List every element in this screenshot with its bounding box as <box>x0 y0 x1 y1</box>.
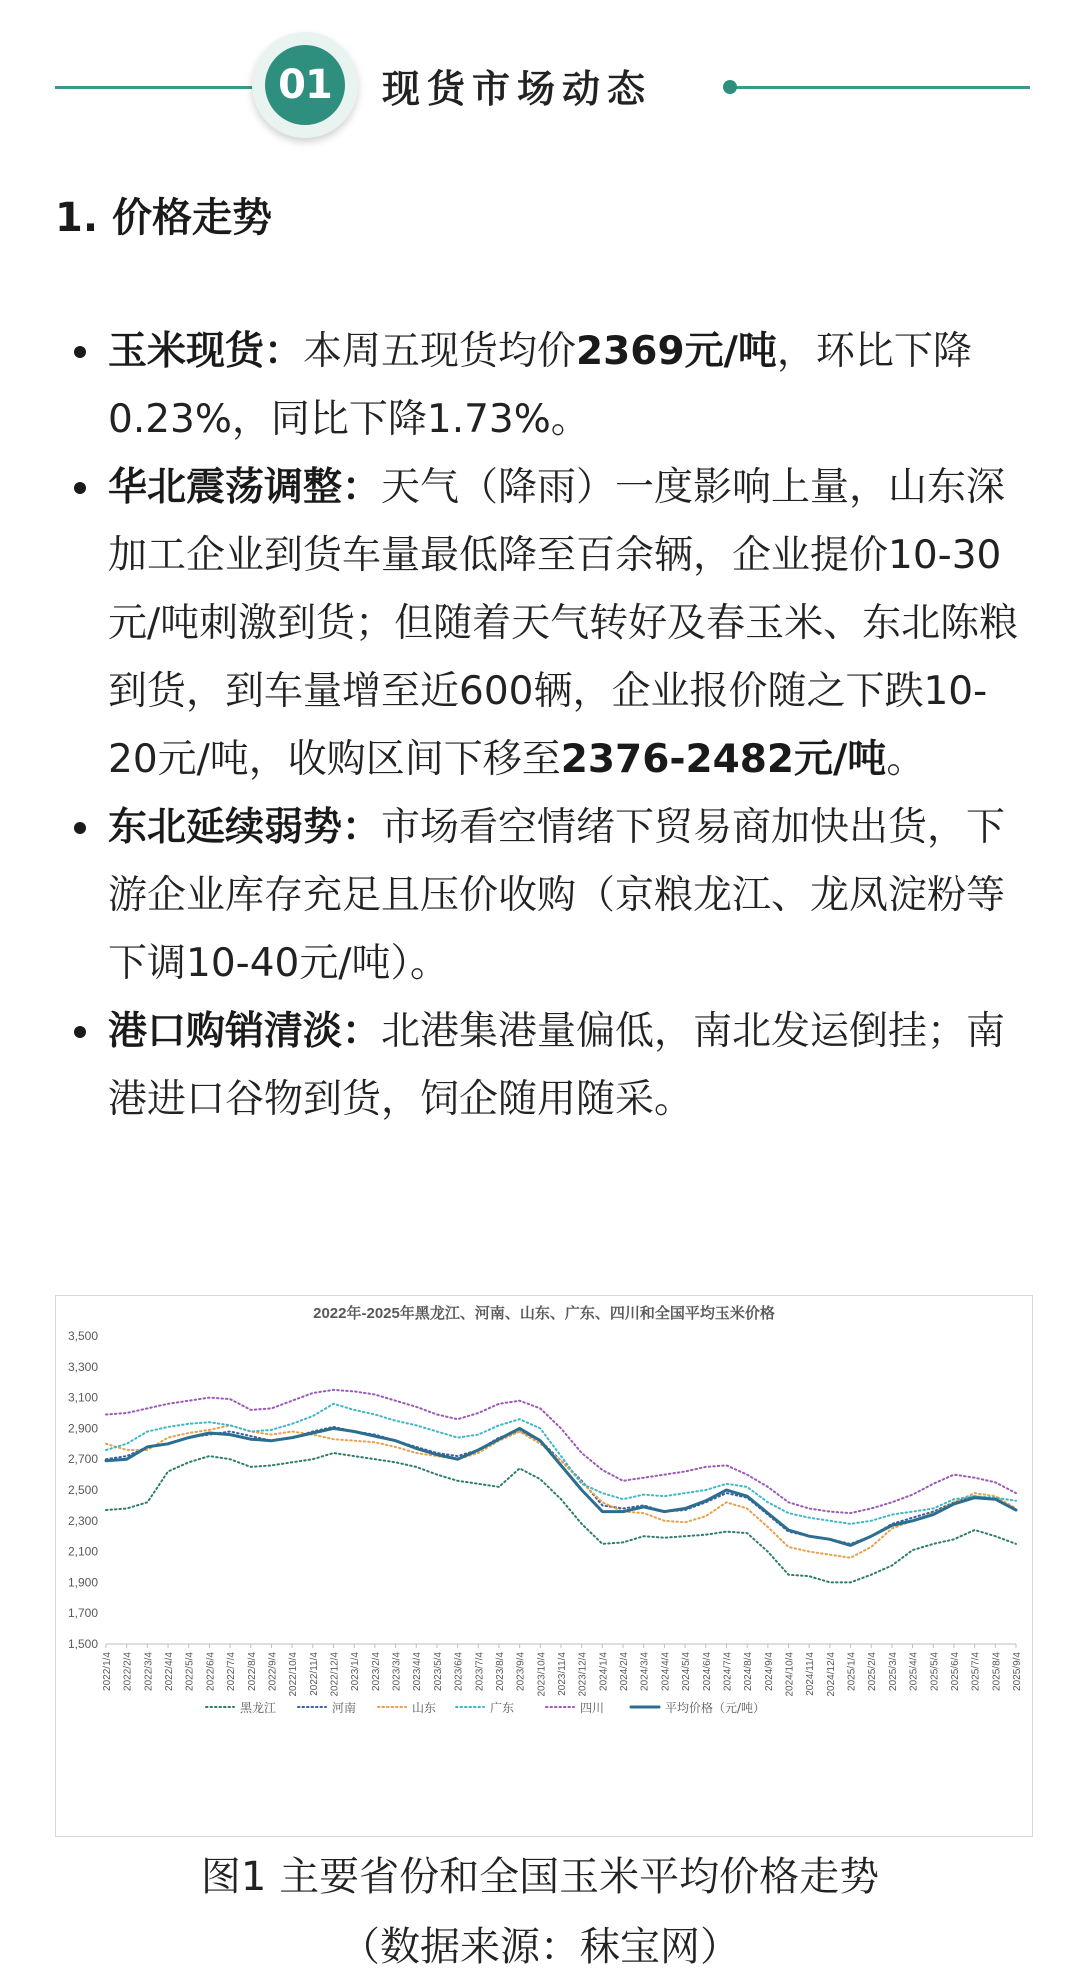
x-tick-label: 2022/5/4 <box>184 1652 196 1691</box>
x-tick-label: 2024/7/4 <box>722 1652 734 1691</box>
series-line-1 <box>106 1427 1016 1544</box>
header-divider-right <box>735 86 1030 89</box>
x-tick-label: 2025/9/4 <box>1012 1652 1023 1691</box>
x-tick-label: 2025/3/4 <box>887 1652 899 1691</box>
y-tick-label: 1,700 <box>67 1606 98 1621</box>
bullet-dot <box>74 822 86 834</box>
chart-title: 2022年-2025年黑龙江、河南、山东、广东、四川和全国平均玉米价格 <box>313 1305 775 1322</box>
x-tick-label: 2025/1/4 <box>846 1652 858 1691</box>
bullet-text: 市场看空情绪下贸易商加快出货，下游企业库存充足且压价收购（京粮龙江、龙凤淀粉等下调10-40元/吨）。 <box>108 805 1006 986</box>
y-tick-label: 2,900 <box>67 1421 98 1436</box>
y-tick-label: 3,100 <box>67 1390 98 1405</box>
y-tick-label: 3,300 <box>67 1359 98 1374</box>
price-chart-svg <box>56 1296 1032 1836</box>
bullet-label: 玉米现货： <box>108 329 304 374</box>
section-title: 现货市场动态 <box>382 67 653 111</box>
x-tick-label: 2024/9/4 <box>763 1652 775 1691</box>
bullet-label: 东北延续弱势： <box>108 805 382 850</box>
x-tick-label: 2022/8/4 <box>246 1652 258 1691</box>
x-tick-label: 2022/3/4 <box>143 1652 155 1691</box>
bullet-text: ，环比下降0.23%，同比下降1.73%。 <box>108 329 972 442</box>
x-tick-label: 2024/3/4 <box>639 1652 651 1691</box>
x-tick-label: 2024/10/4 <box>784 1652 796 1697</box>
x-tick-label: 2022/10/4 <box>288 1652 300 1697</box>
legend-label: 黑龙江 <box>240 1701 277 1715</box>
price-chart <box>55 1295 1033 1837</box>
x-tick-label: 2024/1/4 <box>598 1652 610 1691</box>
x-tick-label: 2023/8/4 <box>494 1652 506 1691</box>
x-tick-label: 2023/12/4 <box>577 1652 589 1697</box>
bullet-dot <box>74 482 86 494</box>
bullet-text: 本周五现货均价 <box>303 329 577 374</box>
bullet-highlight: 2376-2482元/吨 <box>560 737 887 782</box>
y-tick-label: 2,500 <box>67 1483 98 1497</box>
x-tick-label: 2022/12/4 <box>329 1652 341 1697</box>
bullet-dot <box>74 346 86 358</box>
series-line-2 <box>106 1425 1016 1558</box>
x-tick-label: 2025/6/4 <box>949 1652 961 1691</box>
series-line-5 <box>106 1428 1016 1545</box>
legend-label: 山东 <box>412 1701 437 1715</box>
x-tick-label: 2024/8/4 <box>743 1652 755 1691</box>
x-tick-label: 2025/8/4 <box>991 1652 1003 1691</box>
x-tick-label: 2024/12/4 <box>825 1652 837 1697</box>
y-tick-label: 2,100 <box>67 1544 98 1559</box>
y-tick-label: 2,700 <box>67 1452 98 1467</box>
legend-label: 平均价格（元/吨） <box>665 1701 766 1715</box>
legend-label: 四川 <box>580 1701 605 1715</box>
x-tick-label: 2022/1/4 <box>102 1652 113 1691</box>
section-number-badge <box>252 32 358 138</box>
bullet-item <box>62 454 1030 794</box>
x-tick-label: 2025/4/4 <box>908 1652 920 1691</box>
x-tick-label: 2023/11/4 <box>557 1652 568 1696</box>
bullet-text: 天气（降雨）一度影响上量，山东深加工企业到货车量最低降至百余辆，企业提价10-30元/吨刺激到货；但随着天气转好及春玉米、东北陈粮到货，到车量增至近600辆，企业报价随之下跌10-20元/吨，收购区间下移至 <box>108 465 1019 782</box>
x-tick-label: 2022/7/4 <box>226 1652 238 1691</box>
y-tick-label: 1,900 <box>67 1575 98 1590</box>
x-tick-label: 2025/5/4 <box>929 1652 941 1691</box>
x-tick-label: 2024/5/4 <box>681 1652 693 1691</box>
section-number: 01 <box>265 45 345 125</box>
bullet-text: 北港集港量偏低，南北发运倒挂；南港进口谷物到货，饲企随用随采。 <box>108 1009 1006 1122</box>
y-tick-label: 3,500 <box>67 1329 98 1343</box>
x-tick-label: 2023/10/4 <box>536 1652 548 1697</box>
x-tick-label: 2024/11/4 <box>805 1652 817 1696</box>
x-tick-label: 2023/3/4 <box>391 1652 403 1691</box>
header-divider-left <box>55 86 270 89</box>
x-tick-label: 2023/1/4 <box>350 1652 362 1691</box>
bullet-list <box>62 318 1030 1134</box>
bullet-item <box>62 998 1030 1134</box>
x-tick-label: 2024/2/4 <box>619 1652 631 1691</box>
y-tick-label: 1,500 <box>67 1637 98 1651</box>
bullet-highlight: 2369元/吨 <box>576 329 777 374</box>
y-tick-label: 2,300 <box>67 1513 98 1528</box>
bullet-dot <box>74 1026 86 1038</box>
x-tick-label: 2023/9/4 <box>515 1652 527 1691</box>
x-tick-label: 2022/9/4 <box>267 1652 279 1691</box>
legend-label: 河南 <box>332 1701 357 1715</box>
x-tick-label: 2023/4/4 <box>412 1652 424 1691</box>
header-divider-dot <box>723 80 737 94</box>
x-tick-label: 2023/5/4 <box>432 1652 444 1691</box>
x-tick-label: 2023/2/4 <box>370 1652 382 1691</box>
series-line-4 <box>106 1390 1016 1513</box>
x-tick-label: 2024/6/4 <box>701 1652 713 1691</box>
bullet-item <box>62 794 1030 998</box>
x-tick-label: 2022/6/4 <box>205 1652 217 1691</box>
legend-label: 广东 <box>490 1701 515 1715</box>
x-tick-label: 2023/7/4 <box>474 1652 486 1691</box>
figure-source: （数据来源：秣宝网） <box>340 1924 740 1970</box>
figure-caption: 图1 主要省份和全国玉米平均价格走势 <box>200 1854 880 1900</box>
x-tick-label: 2022/2/4 <box>122 1652 134 1691</box>
x-tick-label: 2024/4/4 <box>660 1652 672 1691</box>
x-tick-label: 2025/7/4 <box>970 1652 982 1691</box>
x-tick-label: 2025/2/4 <box>867 1652 879 1691</box>
bullet-item <box>62 318 1030 454</box>
bullet-label: 港口购销清淡： <box>108 1009 382 1054</box>
x-tick-label: 2022/4/4 <box>164 1652 176 1691</box>
bullet-label: 华北震荡调整： <box>108 465 382 510</box>
subsection-heading: 1. 价格走势 <box>55 195 272 241</box>
x-tick-label: 2022/11/4 <box>308 1652 320 1696</box>
x-tick-label: 2023/6/4 <box>453 1652 465 1691</box>
bullet-text: 。 <box>886 737 926 782</box>
